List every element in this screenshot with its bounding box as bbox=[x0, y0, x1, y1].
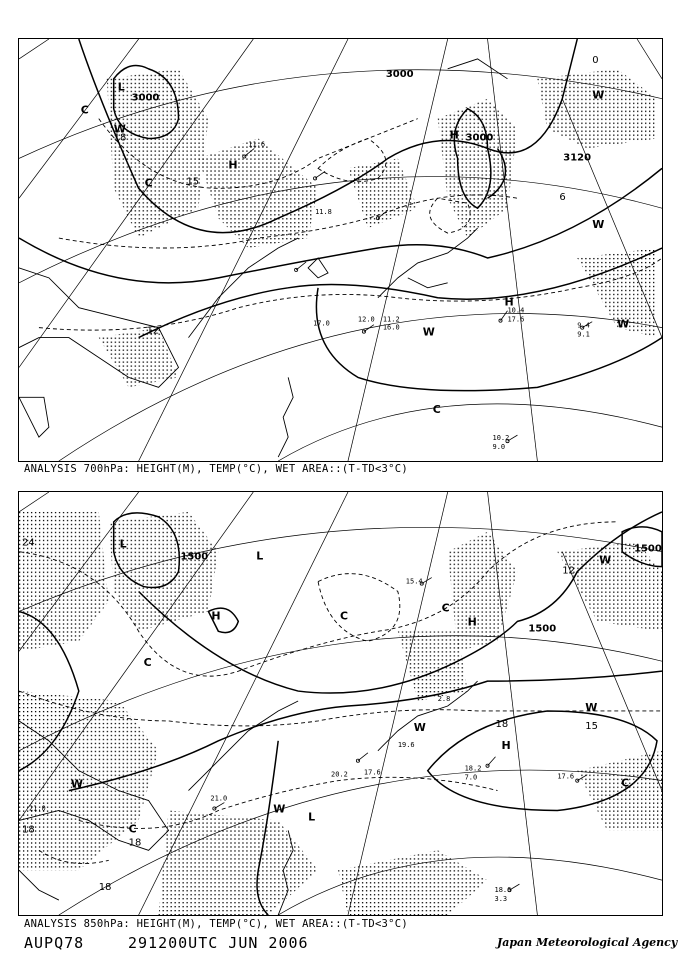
isotherm-label: 18 bbox=[21, 824, 35, 836]
station-value: 17.6 bbox=[507, 315, 525, 324]
station-value: 18.6 bbox=[494, 886, 512, 895]
pressure-center-label: H bbox=[504, 295, 514, 309]
pressure-center-label: C bbox=[621, 776, 630, 790]
chart-850hpa bbox=[18, 491, 663, 916]
station-value: 10.2 bbox=[492, 434, 510, 443]
station-value: 20.2 bbox=[331, 770, 348, 779]
isotherm-label: 15 bbox=[585, 720, 598, 732]
station-value: 19.6 bbox=[397, 740, 415, 749]
station-value: 9.1 bbox=[577, 330, 590, 339]
pressure-center-label: W bbox=[70, 777, 83, 791]
station-value: 18.2 bbox=[464, 764, 482, 773]
station-value: 9.0 bbox=[492, 443, 506, 452]
isotherm-label: 12 bbox=[562, 565, 575, 577]
station-value: 17.0 bbox=[313, 319, 330, 328]
station-value: 21.0 bbox=[28, 804, 46, 813]
isotherm-label: 18 bbox=[113, 132, 127, 144]
station-value: 15.4 bbox=[405, 577, 423, 586]
contour-label: 3120 bbox=[563, 152, 592, 164]
pressure-center-label: C bbox=[80, 103, 89, 117]
station-value: 7.0 bbox=[464, 773, 478, 782]
agency-name: Japan Meteorological Agency bbox=[497, 936, 678, 949]
pressure-center-label: C bbox=[441, 601, 450, 615]
isotherm-label: 15 bbox=[186, 176, 200, 188]
isotherm-label: 12 bbox=[146, 325, 160, 337]
chart-700hpa bbox=[18, 38, 663, 462]
pressure-center-label: W bbox=[273, 802, 286, 816]
pressure-center-label: L bbox=[117, 80, 125, 94]
pressure-center-label: H bbox=[467, 615, 477, 629]
coastlines bbox=[19, 59, 507, 457]
contour-label: 3000 bbox=[131, 92, 160, 104]
isotherm-label: 18 bbox=[495, 718, 509, 730]
pressure-center-label: C bbox=[128, 822, 137, 836]
pressure-center-label: W bbox=[592, 218, 605, 232]
pressure-center-label: C bbox=[144, 176, 153, 190]
pressure-center-label: W bbox=[113, 122, 126, 136]
isotherm-label: 24 bbox=[21, 537, 35, 549]
chart-850hpa-caption: ANALYSIS 850hPa: HEIGHT(M), TEMP(°C), WET AREA::(T-TD<3°C) bbox=[24, 918, 409, 930]
pressure-center-label: C bbox=[432, 403, 441, 417]
pressure-center-label: W bbox=[422, 325, 435, 339]
pressure-center-label: H bbox=[211, 609, 221, 623]
isotherm-label: 18 bbox=[98, 882, 112, 894]
contour-label: 1500 bbox=[180, 551, 209, 563]
valid-time: 291200UTC JUN 2006 bbox=[128, 934, 309, 952]
product-code: AUPQ78 bbox=[24, 934, 85, 952]
wet-area-dots bbox=[99, 69, 657, 387]
chart-700hpa-caption: ANALYSIS 700hPa: HEIGHT(M), TEMP(°C), WET AREA::(T-TD<3°C) bbox=[24, 463, 409, 475]
chart-850hpa-map bbox=[19, 492, 662, 915]
pressure-center-label: W bbox=[599, 553, 612, 567]
pressure-center-label: W bbox=[585, 700, 598, 714]
station-value: 17.6 bbox=[363, 768, 381, 777]
pressure-center-label: H bbox=[449, 128, 459, 142]
station-value: 11.8 bbox=[315, 208, 332, 217]
station-value: 2.8 bbox=[437, 695, 451, 704]
station-value: 10.4 bbox=[507, 306, 525, 315]
contour-label: 3000 bbox=[385, 68, 414, 80]
pressure-center-label: W bbox=[413, 720, 426, 734]
station-value: 21.0 bbox=[210, 794, 228, 803]
station-value: 9.4 bbox=[577, 321, 590, 330]
isotherm-label: 18 bbox=[128, 837, 142, 849]
pressure-center-label: W bbox=[617, 317, 630, 331]
pressure-center-label: L bbox=[119, 537, 127, 551]
pressure-center-label: W bbox=[592, 88, 605, 102]
contour-label: 1500 bbox=[634, 543, 662, 555]
station-value: 11.2 bbox=[382, 315, 400, 324]
contour-label: 3000 bbox=[465, 132, 494, 144]
station-value: 3.3 bbox=[494, 895, 508, 904]
chart-700hpa-map bbox=[19, 39, 662, 461]
pressure-center-label: L bbox=[256, 549, 264, 563]
pressure-center-label: L bbox=[308, 810, 316, 824]
isotherm-label: 6 bbox=[559, 192, 566, 204]
station-value: 17.6 bbox=[557, 772, 575, 781]
station-value: 16.0 bbox=[382, 323, 400, 332]
pressure-center-label: H bbox=[228, 158, 238, 172]
pressure-center-label: C bbox=[340, 609, 349, 623]
station-value: 12.0 bbox=[357, 315, 375, 324]
contour-label: 1500 bbox=[528, 623, 557, 635]
station-value: 11.6 bbox=[248, 140, 266, 149]
pressure-center-label: C bbox=[143, 656, 152, 670]
pressure-center-label: H bbox=[501, 738, 511, 752]
isotherm-label: 0 bbox=[592, 54, 599, 66]
